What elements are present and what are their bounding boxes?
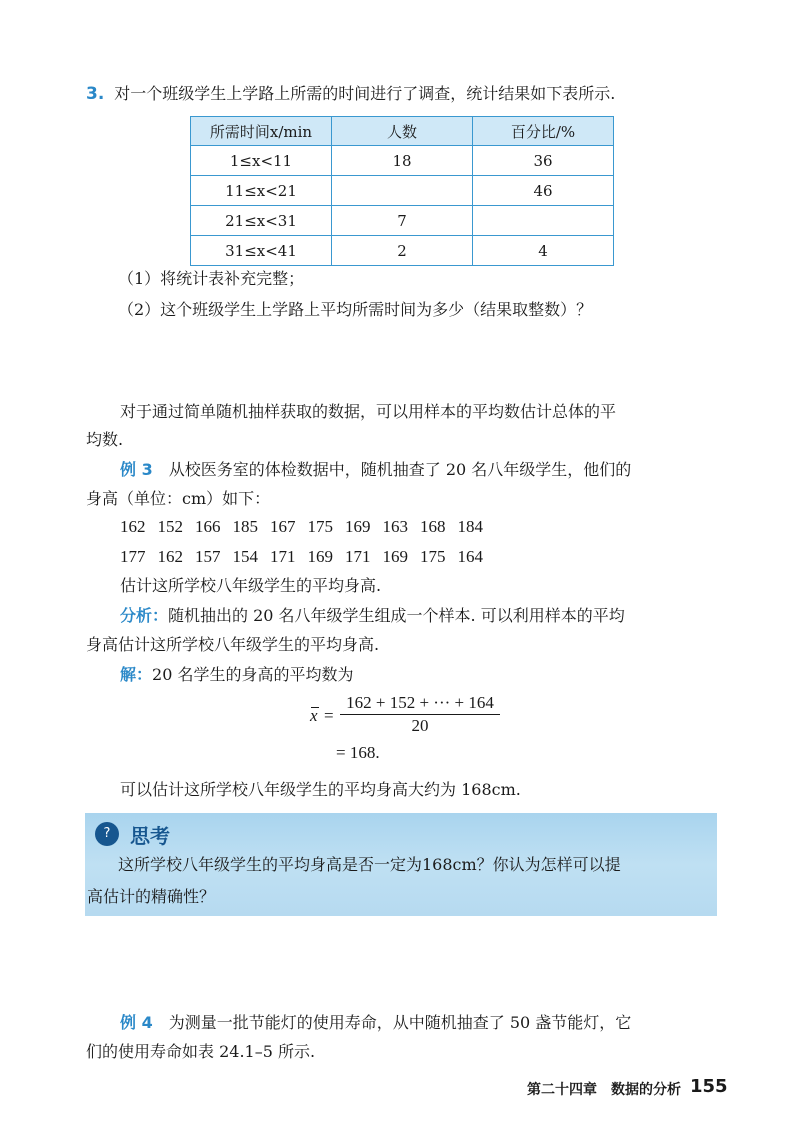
height-value: 169 <box>345 517 371 536</box>
question-bulb-icon: ? <box>95 822 119 846</box>
analysis-line-1 <box>120 604 625 628</box>
cell-percent <box>473 206 614 236</box>
example-3-task: 估计这所学校八年级学生的平均身高. <box>120 576 382 595</box>
height-data-row-1 <box>120 515 495 539</box>
height-value: 175 <box>307 517 333 536</box>
example-4-text: 为测量一批节能灯的使用寿命，从中随机抽查了 50 盏节能灯，它 <box>168 1013 632 1032</box>
intro-line-2: 均数. <box>86 430 124 449</box>
table-row <box>191 206 614 236</box>
cell-percent: 46 <box>473 176 614 206</box>
height-data-row-2 <box>120 545 495 569</box>
analysis-line-2: 身高估计这所学校八年级学生的平均身高. <box>86 635 380 654</box>
height-value: 152 <box>157 517 183 536</box>
cell-percent: 4 <box>473 236 614 266</box>
analysis-text: 随机抽出的 20 名八年级学生组成一个样本. 可以利用样本的平均 <box>168 606 625 625</box>
mean-symbol: x <box>310 706 318 725</box>
intro-line-1: 对于通过简单随机抽样获取的数据，可以用样本的平均数估计总体的平 <box>120 402 617 421</box>
chapter-title: 第二十四章 数据的分析 <box>527 1082 681 1098</box>
example-3-line-2: 身高（单位：cm）如下： <box>86 489 271 508</box>
height-value: 171 <box>345 547 371 566</box>
cell-time: 11≤x<21 <box>191 176 332 206</box>
height-value: 166 <box>195 517 221 536</box>
exercise-3-prompt <box>86 82 615 106</box>
table-header-row <box>191 117 614 146</box>
height-value: 171 <box>270 547 296 566</box>
example-4-line-2: 们的使用寿命如表 24.1–5 所示. <box>86 1042 316 1061</box>
fraction-numerator: 162 + 152 + ··· + 164 <box>340 693 500 715</box>
height-value: 154 <box>232 547 258 566</box>
cell-count: 7 <box>332 206 473 236</box>
formula-result: = 168. <box>336 743 380 762</box>
header-count: 人数 <box>332 117 473 146</box>
height-value: 169 <box>307 547 333 566</box>
exercise-3-question-1: （1）将统计表补充完整； <box>118 269 305 288</box>
cell-count: 18 <box>332 146 473 176</box>
height-value: 163 <box>382 517 408 536</box>
analysis-label: 分析： <box>120 606 169 625</box>
cell-count: 2 <box>332 236 473 266</box>
solution-text: 20 名学生的身高的平均数为 <box>152 665 354 684</box>
table-row <box>191 146 614 176</box>
example-4-label: 例 4 <box>120 1013 153 1032</box>
exercise-3-text: 对一个班级学生上学路上所需的时间进行了调查，统计结果如下表所示. <box>114 84 616 103</box>
cell-percent: 36 <box>473 146 614 176</box>
height-value: 162 <box>157 547 183 566</box>
table-row <box>191 176 614 206</box>
cell-time: 1≤x<11 <box>191 146 332 176</box>
think-box <box>85 813 717 916</box>
think-title: 思考 <box>130 824 170 848</box>
equals-sign: = <box>324 706 334 725</box>
height-value: 164 <box>457 547 483 566</box>
think-line-1: 这所学校八年级学生的平均身高是否一定为168cm？你认为怎样可以提 <box>118 855 621 874</box>
example-3-label: 例 3 <box>120 460 153 479</box>
statistics-table <box>190 116 614 266</box>
height-value: 157 <box>195 547 221 566</box>
solution-line <box>120 663 353 687</box>
example-3-conclusion: 可以估计这所学校八年级学生的平均身高大约为 168cm. <box>120 780 521 799</box>
example-4-line-1 <box>120 1011 631 1035</box>
fraction-denominator: 20 <box>411 716 429 735</box>
example-3-line-1 <box>120 458 631 482</box>
height-value: 162 <box>120 517 146 536</box>
cell-time: 31≤x<41 <box>191 236 332 266</box>
height-value: 168 <box>420 517 446 536</box>
table-row <box>191 236 614 266</box>
page-number: 155 <box>690 1076 728 1097</box>
height-value: 185 <box>232 517 258 536</box>
solution-label: 解： <box>120 665 153 684</box>
height-value: 169 <box>382 547 408 566</box>
fraction <box>340 693 500 736</box>
think-line-2: 高估计的精确性？ <box>87 887 216 906</box>
height-value: 177 <box>120 547 146 566</box>
exercise-number: 3. <box>86 84 105 104</box>
cell-count <box>332 176 473 206</box>
height-value: 167 <box>270 517 296 536</box>
cell-time: 21≤x<31 <box>191 206 332 236</box>
example-3-text: 从校医务室的体检数据中，随机抽查了 20 名八年级学生，他们的 <box>168 460 632 479</box>
height-value: 175 <box>420 547 446 566</box>
header-percent: 百分比/% <box>473 117 614 146</box>
header-time: 所需时间x/min <box>191 117 332 146</box>
height-value: 184 <box>457 517 483 536</box>
exercise-3-question-2: （2）这个班级学生上学路上平均所需时间为多少（结果取整数）？ <box>118 300 593 319</box>
